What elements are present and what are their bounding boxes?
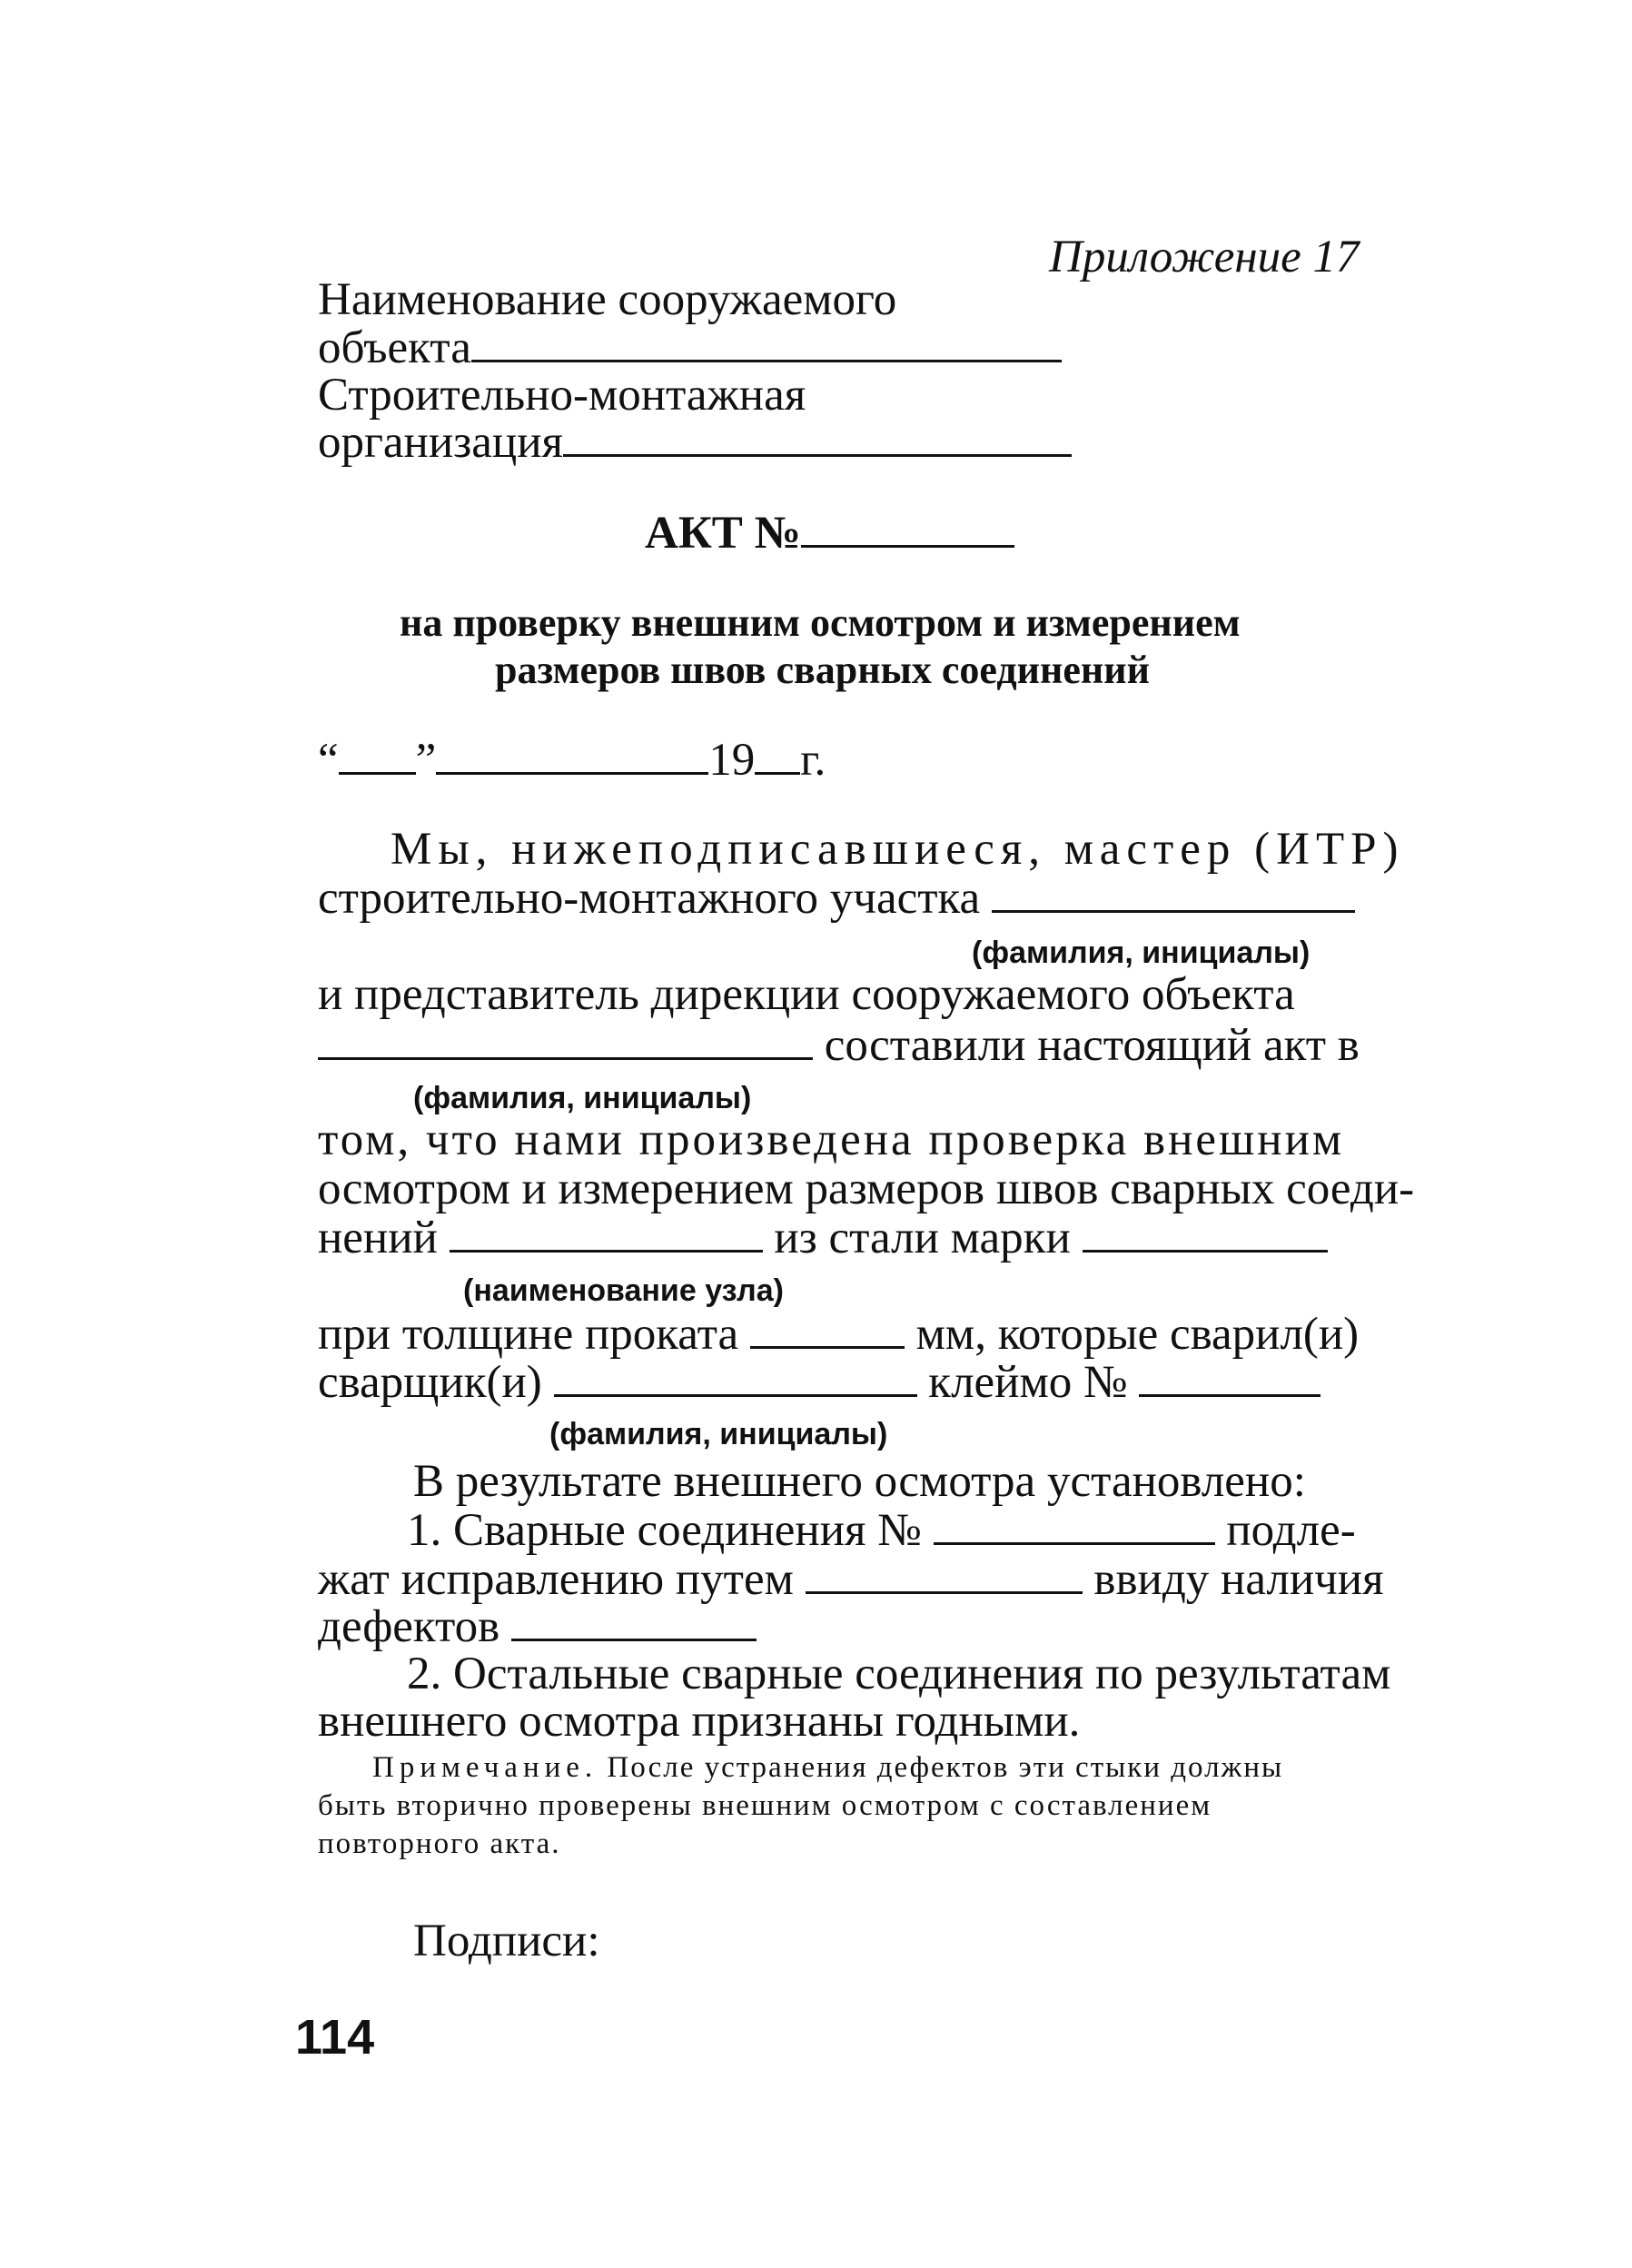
date-year-prefix: 19 bbox=[708, 735, 756, 786]
org-blank[interactable] bbox=[563, 418, 1072, 457]
body-line-7b: из стали марки bbox=[774, 1213, 1071, 1263]
object-blank[interactable] bbox=[471, 323, 1062, 362]
body-line-11a: 1. Сварные соединения № bbox=[407, 1505, 922, 1556]
date-month-blank[interactable] bbox=[436, 736, 708, 775]
note-line-3: повторного акта. bbox=[318, 1827, 561, 1860]
org-field bbox=[318, 418, 1072, 466]
body-line-1: Мы, нижеподписавшиеся, мастер (ИТР) bbox=[391, 824, 1405, 875]
note-label: Примечание. bbox=[372, 1751, 598, 1784]
object-label: объекта bbox=[318, 322, 471, 373]
note-line-2: быть вторично проверены внешним осмотром с составлением bbox=[318, 1789, 1212, 1822]
body-line-10: В результате внешнего осмотра установлено: bbox=[413, 1456, 1306, 1507]
body-line-13 bbox=[318, 1602, 757, 1650]
signatures-label: Подписи: bbox=[413, 1916, 600, 1966]
date-suffix: г. bbox=[800, 735, 826, 786]
steel-grade-blank[interactable] bbox=[1083, 1213, 1328, 1253]
welder-name-blank[interactable] bbox=[554, 1358, 917, 1397]
date-close-quote: ” bbox=[415, 735, 437, 786]
body-line-12 bbox=[318, 1555, 1384, 1603]
caption-representative-name: (фамилия, инициалы) bbox=[413, 1081, 752, 1115]
body-line-3: и представитель дирекции сооружаемого объекта bbox=[318, 969, 1295, 1020]
caption-master-name: (фамилия, инициалы) bbox=[972, 936, 1311, 970]
stamp-number-blank[interactable] bbox=[1139, 1358, 1320, 1397]
body-line-7a: нений bbox=[318, 1213, 438, 1263]
representative-name-blank[interactable] bbox=[318, 1021, 813, 1060]
body-line-12b: ввиду наличия bbox=[1093, 1554, 1384, 1605]
body-line-14: 2. Остальные сварные соединения по результатам bbox=[407, 1649, 1391, 1699]
caption-welder-name: (фамилия, инициалы) bbox=[549, 1417, 888, 1451]
appendix-label: Приложение 17 bbox=[1049, 232, 1360, 282]
note-line-1 bbox=[372, 1751, 1283, 1785]
correction-method-blank[interactable] bbox=[806, 1555, 1083, 1594]
defects-blank[interactable] bbox=[511, 1602, 757, 1641]
act-subtitle-2: размеров швов сварных соединений bbox=[495, 648, 1150, 692]
body-line-11b: подле- bbox=[1226, 1505, 1356, 1556]
body-line-4 bbox=[318, 1021, 1360, 1069]
body-line-6: осмотром и измерением размеров швов сварных соеди- bbox=[318, 1164, 1415, 1214]
act-number-blank[interactable] bbox=[801, 509, 1014, 548]
act-subtitle-1: на проверку внешним осмотром и измерением bbox=[400, 600, 1241, 645]
body-line-2 bbox=[318, 874, 1355, 922]
date-open-quote: “ bbox=[318, 735, 339, 786]
master-name-blank[interactable] bbox=[992, 874, 1355, 913]
body-line-13-text: дефектов bbox=[318, 1601, 500, 1652]
joints-number-blank[interactable] bbox=[934, 1506, 1215, 1545]
body-line-9a: сварщик(и) bbox=[318, 1357, 542, 1408]
caption-node-name: (наименование узла) bbox=[463, 1273, 784, 1308]
body-line-5: том, что нами произведена проверка внешним bbox=[318, 1114, 1345, 1165]
page-number: 114 bbox=[295, 2010, 375, 2065]
body-line-4-text: составили настоящий акт в bbox=[824, 1020, 1360, 1071]
date-day-blank[interactable] bbox=[339, 736, 416, 775]
body-line-2-text: строительно-монтажного участка bbox=[318, 873, 981, 924]
act-title bbox=[645, 509, 1014, 557]
date-year-blank[interactable] bbox=[755, 736, 800, 775]
note-line-1-text: После устранения дефектов эти стыки должны bbox=[607, 1751, 1284, 1784]
body-line-8 bbox=[318, 1310, 1359, 1358]
body-line-9b: клеймо № bbox=[928, 1357, 1128, 1408]
body-line-12a: жат исправлению путем bbox=[318, 1554, 794, 1605]
body-line-11 bbox=[407, 1506, 1356, 1554]
date-line bbox=[318, 736, 826, 784]
body-line-9 bbox=[318, 1358, 1320, 1406]
org-label-2: организация bbox=[318, 417, 563, 468]
object-name-label: Наименование сооружаемого bbox=[318, 274, 897, 325]
object-name-field bbox=[318, 323, 1062, 371]
thickness-blank[interactable] bbox=[750, 1310, 905, 1349]
body-line-15: внешнего осмотра признаны годными. bbox=[318, 1696, 1081, 1747]
node-name-blank[interactable] bbox=[450, 1213, 763, 1253]
body-line-8a: при толщине проката bbox=[318, 1309, 739, 1360]
body-line-8b: мм, которые сварил(и) bbox=[915, 1309, 1360, 1360]
act-title-text: АКТ № bbox=[645, 508, 801, 559]
body-line-7 bbox=[318, 1213, 1328, 1262]
org-label: Строительно-монтажная bbox=[318, 370, 806, 421]
